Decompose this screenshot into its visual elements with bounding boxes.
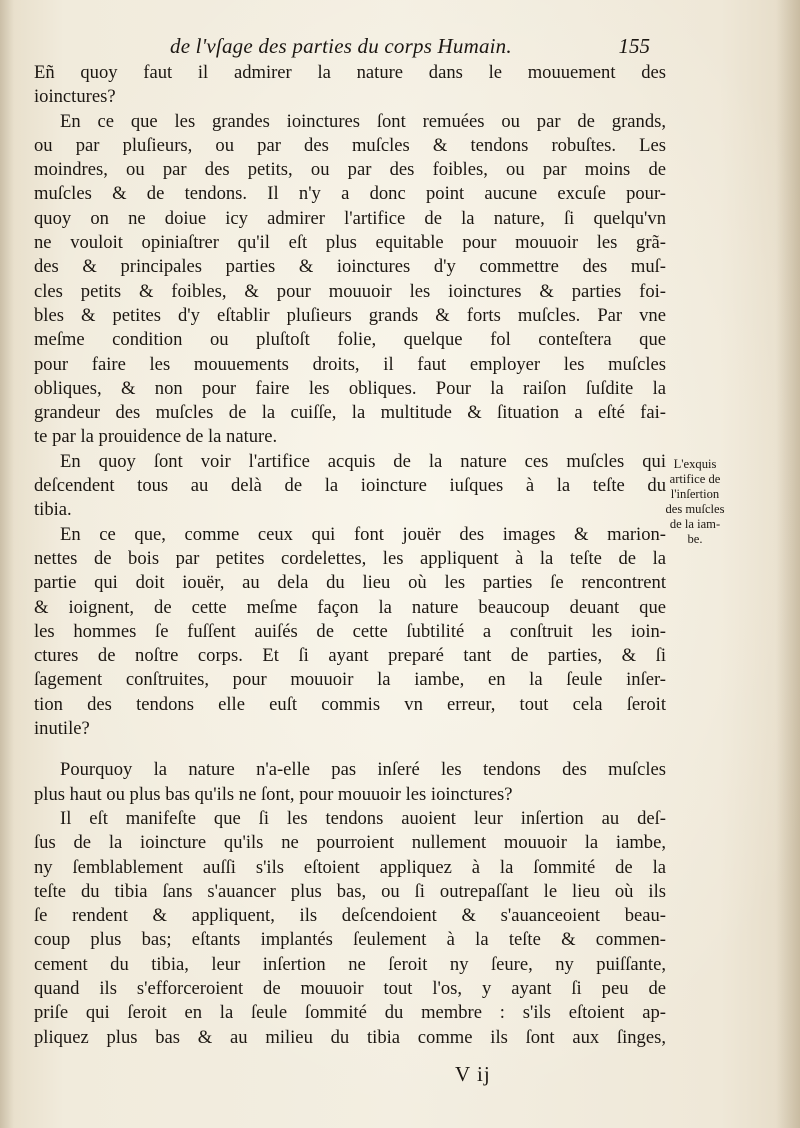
- text-line: bles & petites d'y eſtablir pluſieurs grands & forts muſcles. Par vne: [34, 304, 666, 326]
- text-line: En quoy ſont voir l'artifice acquis de la nature ces muſcles qui: [60, 450, 666, 472]
- text-line: quoy on ne doiue icy admirer l'artifice de la nature, ſi quelqu'vn: [34, 207, 666, 229]
- text-line: ny ſemblablement auſſi s'ils eſtoient appliquez à la ſommité de la: [34, 856, 666, 878]
- signature-mark: V ij: [455, 1062, 491, 1086]
- text-line: ſagement conſtruites, pour mouuoir la iambe, en la ſeule inſer-: [34, 669, 666, 691]
- margin-note-line: artifice de: [669, 472, 721, 486]
- text-line: partie qui doit iouër, au dela du lieu où les parties ſe rencontrent: [34, 572, 666, 594]
- margin-note-line: de la iam-: [669, 517, 721, 531]
- text-line: Pourquoy la nature n'a-elle pas inſeré les tendons des muſcles: [60, 759, 666, 781]
- text-line: moindres, ou par des petits, ou par des foibles, ou par moins de: [34, 159, 666, 181]
- text-line: pliquez plus bas & au milieu du tibia comme ils ſont aux ſinges,: [34, 1026, 666, 1048]
- page-edge-shadow: [776, 0, 800, 1128]
- running-title: de l'vſage des parties du corps Humain.: [170, 34, 512, 58]
- text-line: En ce que les grandes ioinctures ſont remuées ou par de grands,: [60, 110, 666, 132]
- margin-note-line: be.: [687, 532, 703, 546]
- text-line: ioinctures?: [34, 86, 116, 108]
- margin-note-line: L'exquis: [673, 457, 717, 471]
- text-line: cles petits & foibles, & pour mouuoir les ioinctures & parties foi-: [34, 280, 666, 302]
- text-line: les hommes ſe fuſſent auiſés de cette ſubtilité a conſtruit les ioin-: [34, 620, 666, 642]
- text-line: priſe qui ſeroit en la ſeule ſommité du membre : s'ils eſtoient ap-: [34, 1002, 666, 1024]
- text-line: cement du tibia, leur inſertion ne ſeroit ny ſeure, ny puiſſante,: [34, 953, 666, 975]
- text-line: meſme condition ou pluſtoſt folie, quelque fol conteſtera que: [34, 329, 666, 351]
- text-line: nettes de bois par petites cordelettes, les appliquent à la teſte de la: [34, 547, 666, 569]
- body-text: [34, 61, 666, 1050]
- text-line: plus haut ou plus bas qu'ils ne ſont, pour mouuoir les ioinctures?: [34, 783, 513, 805]
- text-line: obliques, & non pour faire les obliques. Pour la raiſon ſuſdite la: [34, 377, 666, 399]
- text-line: ne vouloit opiniaſtrer qu'il eſt plus equitable pour mouuoir les grã-: [34, 232, 666, 254]
- text-line: ou par pluſieurs, ou par des muſcles & tendons robuſtes. Les: [34, 134, 666, 156]
- page-gutter-shadow: [0, 0, 14, 1128]
- text-line: ctures de noſtre corps. Et ſi ayant preparé tant de parties, & ſi: [34, 645, 666, 667]
- text-line: quand ils s'efforceroient de mouuoir tout l'os, y ayant ſi peu de: [34, 977, 666, 999]
- margin-note-line: l'inſertion: [670, 487, 720, 501]
- text-line: teſte du tibia ſans s'auancer plus bas, ou ſi outrepaſſant le lieu où ils: [34, 880, 666, 902]
- margin-note: [650, 457, 740, 547]
- text-line: tibia.: [34, 499, 72, 521]
- text-line: ſe rendent & appliquent, ils deſcendoient & s'auanceoient beau-: [34, 905, 666, 927]
- margin-note-line: des muſcles: [665, 502, 725, 516]
- page-number: 155: [618, 34, 650, 58]
- text-line: grandeur des muſcles de la cuiſſe, la multitude & ſituation a eſté fai-: [34, 402, 666, 424]
- text-line: pour faire les mouuements droits, il faut employer les muſcles: [34, 353, 666, 375]
- text-line: tion des tendons elle euſt commis vn erreur, tout cela ſeroit: [34, 693, 666, 715]
- text-line: des & principales parties & ioinctures d'y commettre des muſ-: [34, 256, 666, 278]
- text-line: En ce que, comme ceux qui font jouër des images & marion-: [60, 523, 666, 545]
- text-line: Eñ quoy faut il admirer la nature dans le mouuement des: [34, 62, 666, 83]
- text-line: & ioignent, de cette meſme façon la nature beaucoup deuant que: [34, 596, 666, 618]
- text-line: Il eſt manifeſte que ſi les tendons auoient leur inſertion au deſ-: [60, 807, 666, 829]
- page-header: [170, 34, 650, 64]
- text-line: coup plus bas; eſtants implantés ſeulement à la teſte & commen-: [34, 929, 666, 951]
- text-line: deſcendent tous au delà de la ioincture iuſques à la teſte du: [34, 475, 666, 497]
- text-line: te par la prouidence de la nature.: [34, 426, 278, 448]
- text-line: ſus de la ioincture qu'ils ne pourroient nullement mouuoir la iambe,: [34, 832, 666, 854]
- text-line: muſcles & de tendons. Il n'y a donc point aucune excuſe pour-: [34, 183, 666, 205]
- text-line: inutile?: [34, 718, 90, 740]
